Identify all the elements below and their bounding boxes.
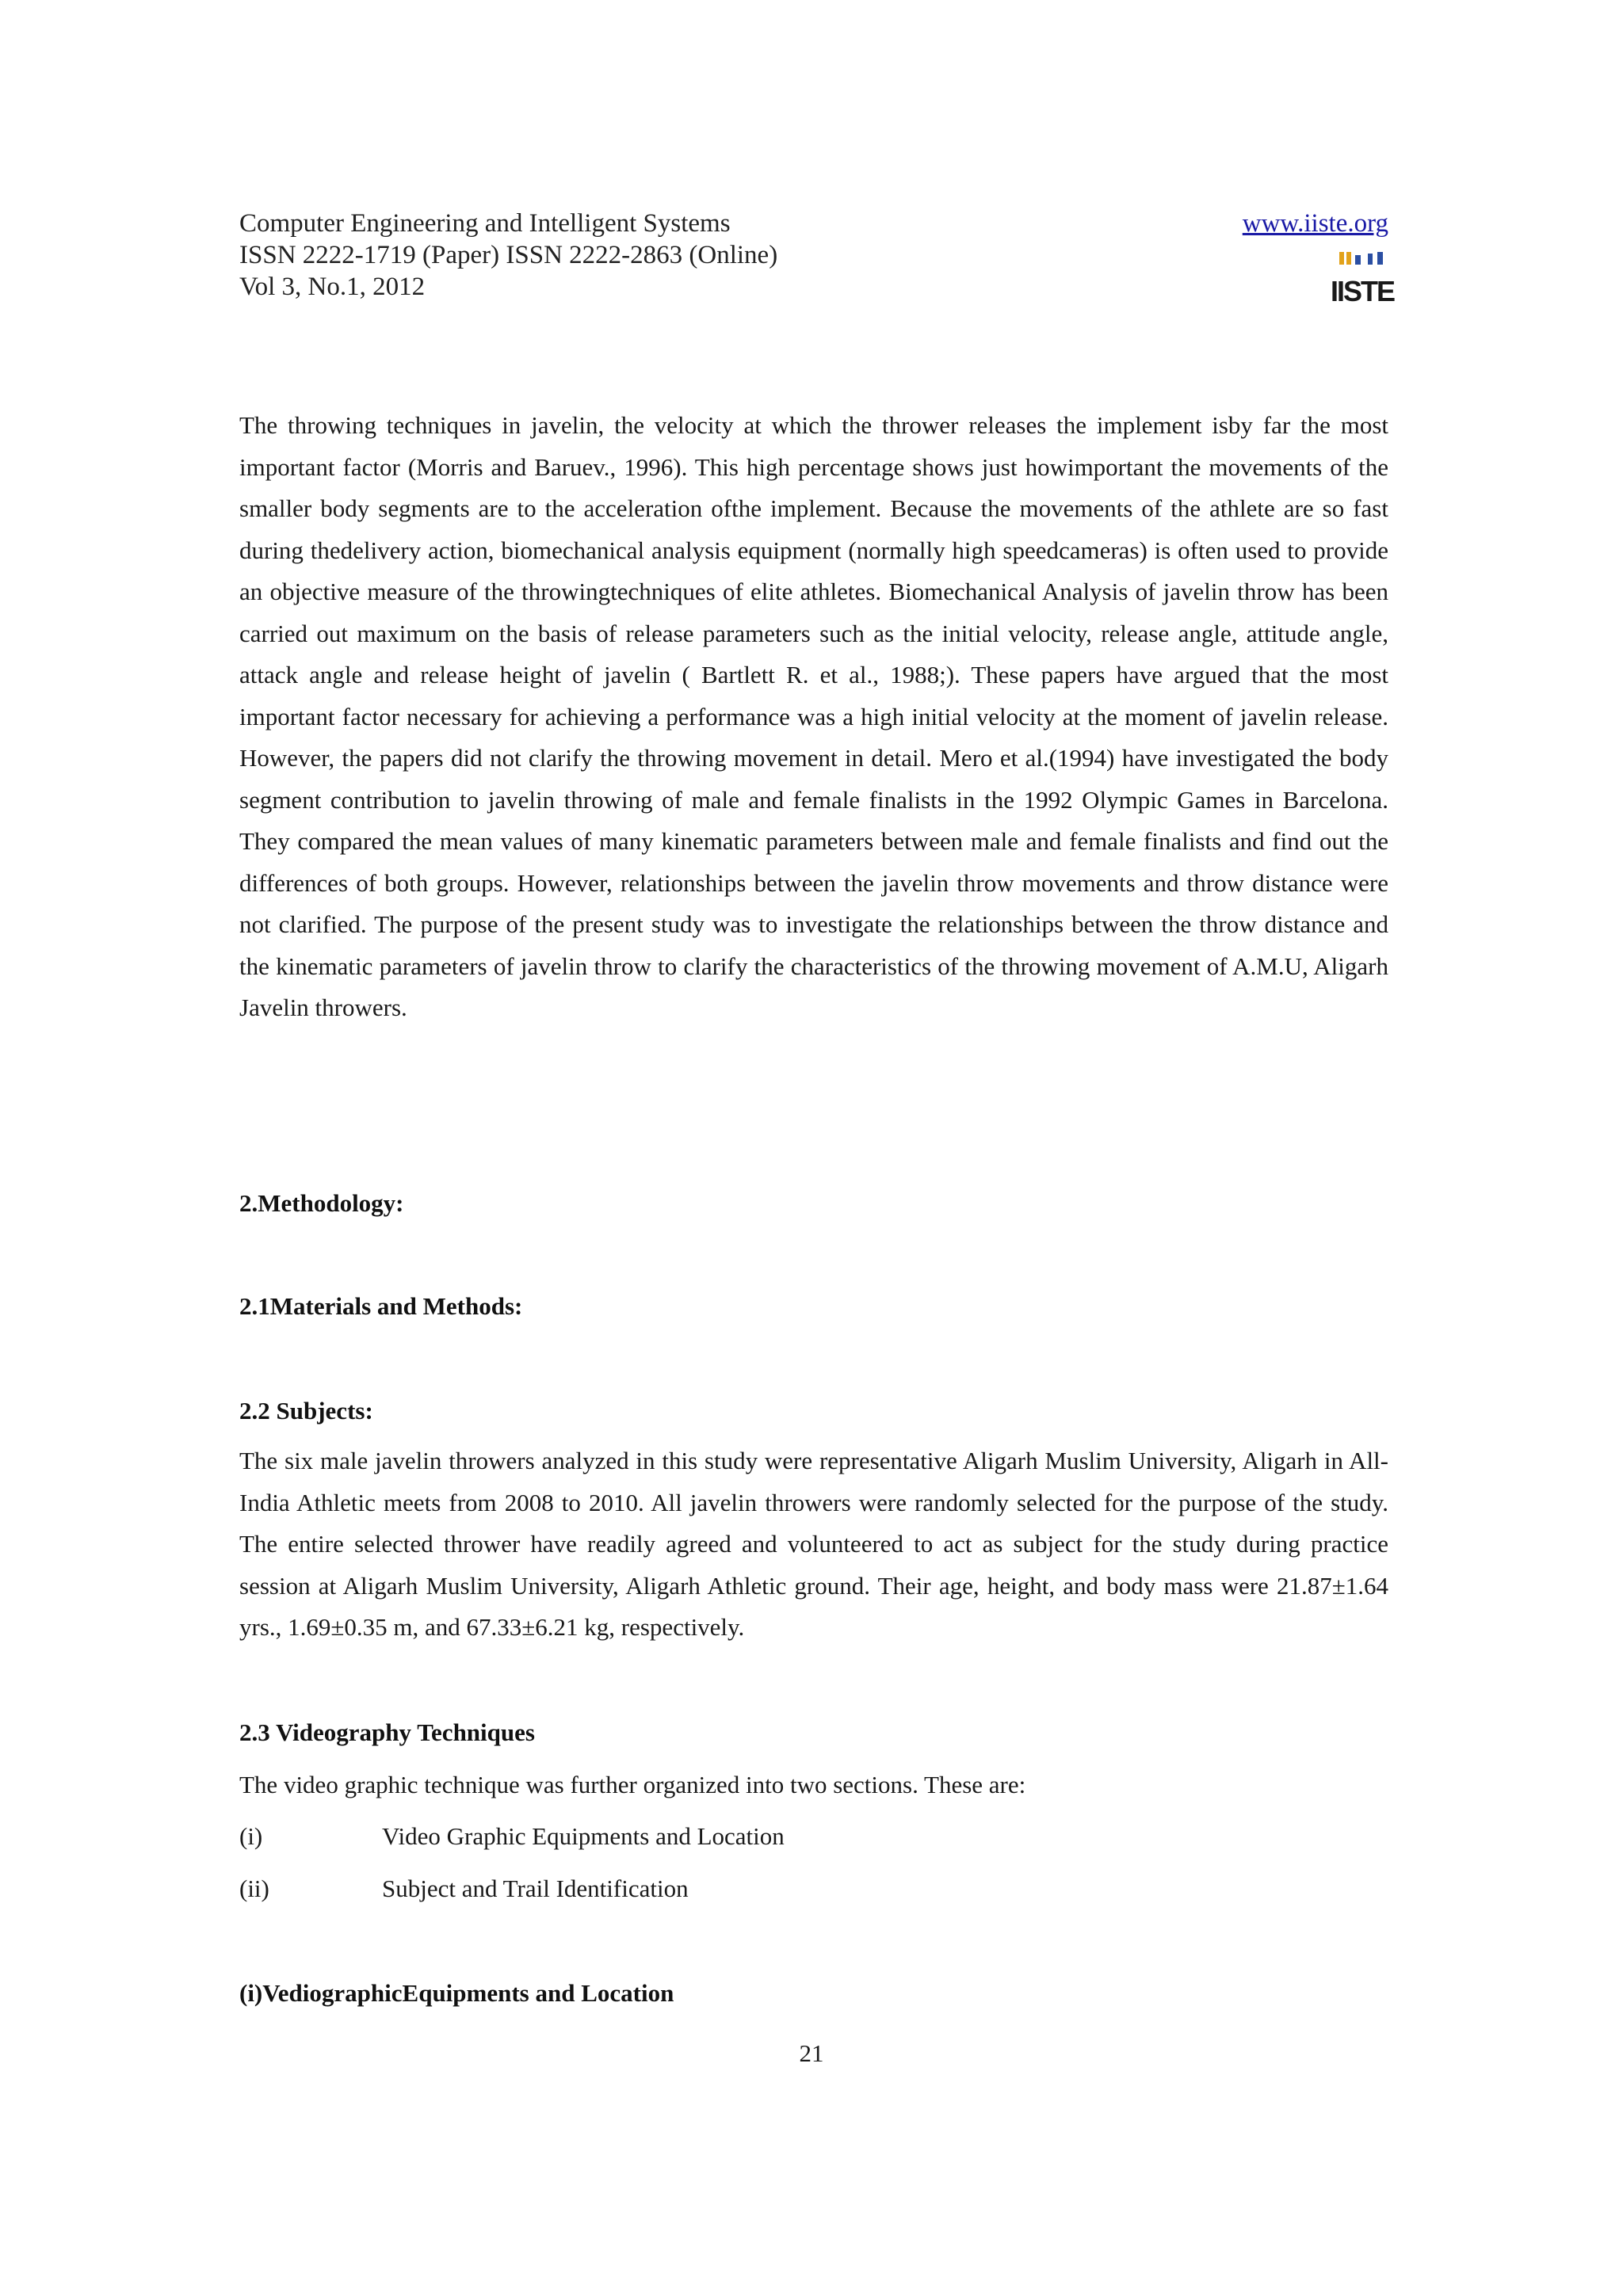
subjects-paragraph: The six male javelin throwers analyzed in this study were representative Aligarh Muslim University, Aligarh in All- India Athletic meets from 2008 to 2010. All javelin throwers were randomly selected for the purpose of the study. The entire selected thrower have readily agreed and volunteered to act as subject for the study during practice session at Aligarh Muslim University, Aligarh Athletic ground. Their age, height, and body mass were 21.87±1.64 yrs., 1.69±0.35 m, and 67.33±6.21 kg, respectively. [239, 1447, 1388, 1641]
journal-title: Computer Engineering and Intelligent Systems [239, 209, 731, 238]
page-header [239, 208, 1395, 311]
svg-text:IISTE: IISTE [1330, 275, 1395, 307]
list-item-number: (ii) [239, 1875, 269, 1902]
iiste-logo [1330, 250, 1395, 307]
equipment-heading: (i)VediographicEquipments and Location [239, 1979, 674, 2007]
list-item-label: Video Graphic Equipments and Location [382, 1822, 785, 1850]
list-item [239, 1873, 689, 1905]
list-item-number: (i) [239, 1822, 263, 1850]
journal-info [239, 208, 777, 303]
page-number: 21 [799, 2039, 824, 2067]
videography-heading: 2.3 Videography Techniques [239, 1718, 535, 1746]
list-item-label: Subject and Trail Identification [382, 1875, 689, 1902]
videography-intro: The video graphic technique was further organized into two sections. These are: [239, 1771, 1026, 1798]
subjects-heading: 2.2 Subjects: [239, 1397, 373, 1425]
intro-paragraph: The throwing techniques in javelin, the velocity at which the thrower releases the implement isby far the most important factor (Morris and Baruev., 1996). This high percentage shows just howimportant the movements of the smaller body segments are to the acceleration ofthe implement. Because the movements of the athlete are so fast during thedelivery action, biomechanical analysis equipment (normally high speedcameras) is often used to provide an objective measure of the throwingtechniques of elite athletes. Biomechanical Analysis of javelin throw has been carried out maximum on the basis of release parameters such as the initial velocity, release angle, attitude angle, attack angle and release height of javelin ( Bartlett R. et al., 1988;). These papers have argued that the most important factor necessary for achieving a performance was a high initial velocity at the moment of javelin release. However, the papers did not clarify the throwing movement in detail. Mero et al.(1994) have investigated the body segment contribution to javelin throwing of male and female finalists in the 1992 Olympic Games in Barcelona. They compared the mean values of many kinematic parameters between male and female finalists and find out the differences of both groups. However, relationships between the javelin throw movements and throw distance were not clarified. The purpose of the present study was to investigate the relationships between the throw distance and the kinematic parameters of javelin throw to clarify the characteristics of the throwing movement of A.M.U, Aligarh Javelin throwers. [239, 411, 1388, 1021]
methodology-heading: 2.Methodology: [239, 1189, 404, 1217]
journal-volume: Vol 3, No.1, 2012 [239, 273, 426, 301]
website-link[interactable]: www.iiste.org [1242, 209, 1388, 238]
materials-heading: 2.1Materials and Methods: [239, 1292, 523, 1320]
journal-issn: ISSN 2222-1719 (Paper) ISSN 2222-2863 (Online) [239, 241, 778, 269]
list-item [239, 1821, 785, 1852]
